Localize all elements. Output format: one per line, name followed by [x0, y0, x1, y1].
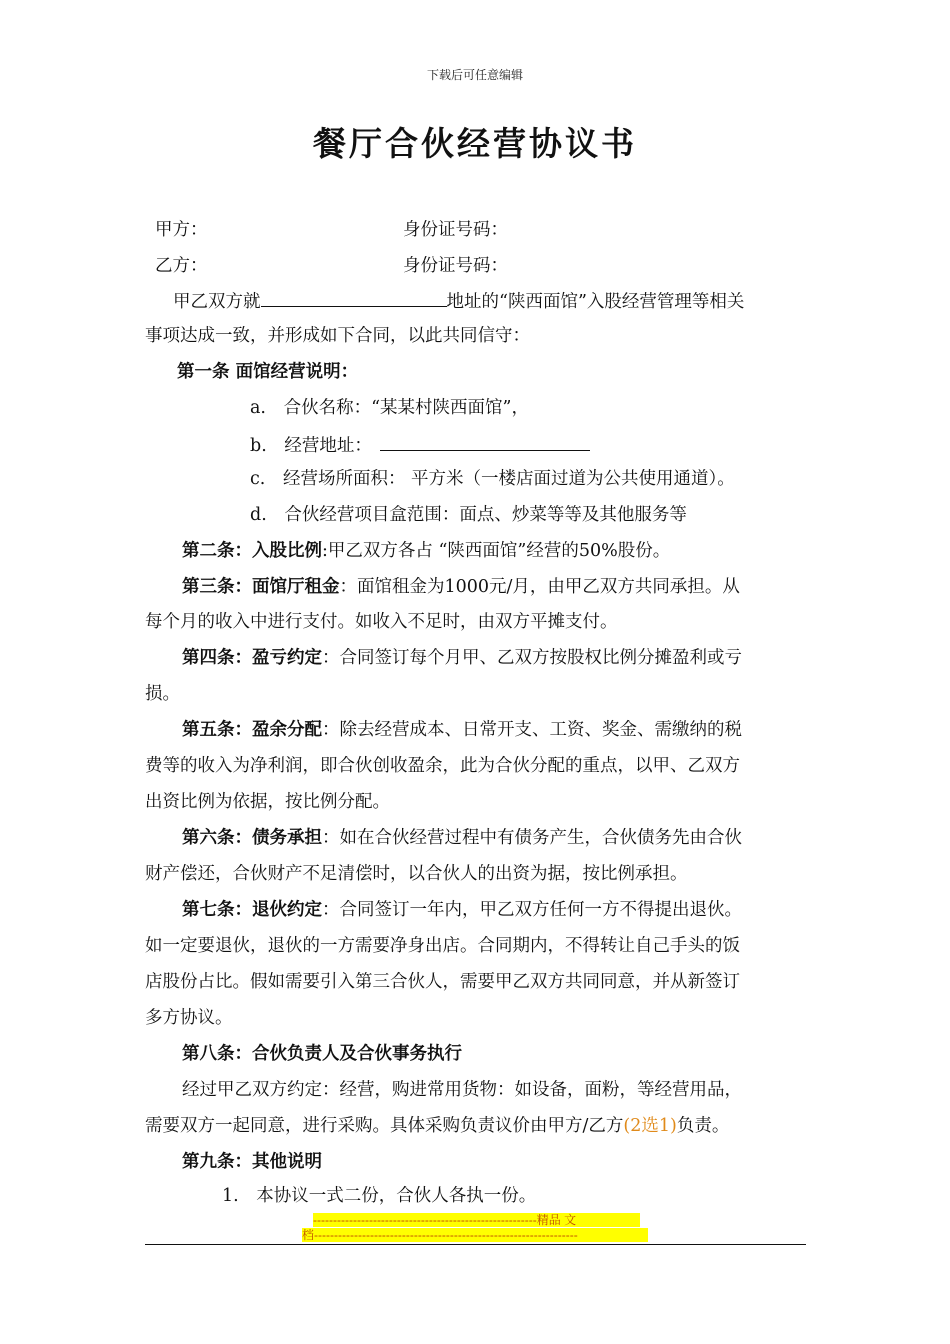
header-note: 下载后可任意编辑 [426, 68, 523, 82]
article-7-text: ：合同签订一年内，甲乙双方任何一方不得提出退伙。 [322, 900, 742, 920]
item-marker: 1. [222, 1186, 239, 1206]
intro-part-2: 地址的“陕西面馆”入股经营管理等相关 [446, 292, 745, 312]
item-marker: b. [250, 436, 267, 456]
intro-line-1 [173, 288, 843, 314]
item-text: 合伙名称：“某某村陕西面馆”， [283, 398, 529, 418]
article-5-heading: 第五条：盈余分配 [182, 720, 322, 740]
intro-line-2: 事项达成一致，并形成如下合同，以此共同信守： [145, 326, 530, 346]
item-text: 经营地址： [284, 436, 372, 456]
article-5-line-3: 出资比例为依据，按比例分配。 [145, 792, 390, 812]
article-7-line-1 [182, 898, 852, 922]
article-7-line-2: 如一定要退伙，退伙的一方需要净身出店。合同期内，不得转让自己手头的饭 [145, 936, 740, 956]
party-a-id-label: 身份证号码： [403, 220, 508, 240]
article-1-item-a [250, 396, 920, 420]
article-1-item-b [250, 432, 920, 458]
article-5-text: ：除去经营成本、日常开支、工资、奖金、需缴纳的税 [322, 720, 742, 740]
article-1-item-c [250, 467, 920, 491]
article-6-line-1 [182, 826, 852, 850]
article-8-line-2 [145, 1114, 815, 1138]
article-8-line-1: 经过甲乙双方约定：经营，购进常用货物：如设备，面粉，等经营用品， [182, 1080, 742, 1100]
article-3-text: ：面馆租金为1000元/月，由甲乙双方共同承担。从 [339, 577, 740, 597]
intro-part-1: 甲乙双方就 [173, 292, 261, 312]
item-text: 经营场所面积： 平方米（一楼店面过道为公共使用通道）。 [282, 469, 735, 489]
party-b-label: 乙方： [155, 256, 208, 276]
party-a-label: 甲方： [155, 220, 208, 240]
article-3-heading: 第三条：面馆厅租金 [182, 577, 340, 597]
article-8-heading: 第八条：合伙负责人及合伙事务执行 [182, 1044, 462, 1064]
article-2-heading: 第二条：入股比例 [182, 541, 322, 561]
item-text: 合伙经营项目盒范围：面点、炒菜等等及其他服务等 [284, 505, 687, 525]
item-marker: d. [250, 505, 267, 525]
article-3-line-1 [182, 575, 852, 599]
article-2-text: :甲乙双方各占 “陕西面馆”经营的50%股份。 [322, 541, 671, 561]
footer-watermark-line-1: --------------------------------------------------------精品 文 [313, 1213, 640, 1227]
article-4-line-1 [182, 646, 852, 670]
party-b-id-label: 身份证号码： [403, 256, 508, 276]
article-3-line-2: 每个月的收入中进行支付。如收入不足时，由双方平摊支付。 [145, 612, 618, 632]
article-8-text-c: 负责。 [676, 1116, 730, 1136]
article-7-line-4: 多方协议。 [145, 1008, 233, 1028]
article-8-text-a: 需要双方一起同意，进行采购。具体采购负责议价由甲方/乙方 [145, 1116, 624, 1136]
article-9-heading: 第九条：其他说明 [182, 1152, 322, 1172]
item-marker: a. [250, 398, 266, 418]
document-title: 餐厅合伙经营协议书 [313, 124, 637, 163]
article-9-item-1 [222, 1184, 892, 1208]
article-1-item-d [250, 503, 920, 527]
article-5-line-1 [182, 718, 852, 742]
article-6-text: ：如在合伙经营过程中有债务产生，合伙债务先由合伙 [322, 828, 742, 848]
footer-watermark-line-2: 档------------------------------------------------------------------ [302, 1228, 648, 1242]
article-7-heading: 第七条：退伙约定 [182, 900, 322, 920]
article-2 [182, 539, 852, 563]
article-6-line-2: 财产偿还，合伙财产不足清偿时，以合伙人的出资为据，按比例承担。 [145, 864, 688, 884]
article-4-heading: 第四条：盈亏约定 [182, 648, 322, 668]
article-6-heading: 第六条：债务承担 [182, 828, 322, 848]
choice-note: (2选1) [623, 1116, 677, 1136]
article-4-line-2: 损。 [145, 684, 180, 704]
article-5-line-2: 费等的收入为净利润，即合伙创收盈余，此为合伙分配的重点，以甲、乙双方 [145, 756, 740, 776]
item-text: 本协议一式二份，合伙人各执一份。 [256, 1186, 537, 1206]
article-4-text: ：合同签订每个月甲、乙双方按股权比例分摊盈利或亏 [322, 648, 742, 668]
article-7-line-3: 店股份占比。假如需要引入第三合伙人，需要甲乙双方共同同意，并从新签订 [145, 972, 740, 992]
article-1-heading: 第一条 面馆经营说明： [177, 362, 359, 382]
business-address-blank [380, 432, 590, 451]
item-marker: c. [250, 469, 266, 489]
footer-divider [145, 1244, 806, 1245]
address-blank [261, 288, 447, 307]
